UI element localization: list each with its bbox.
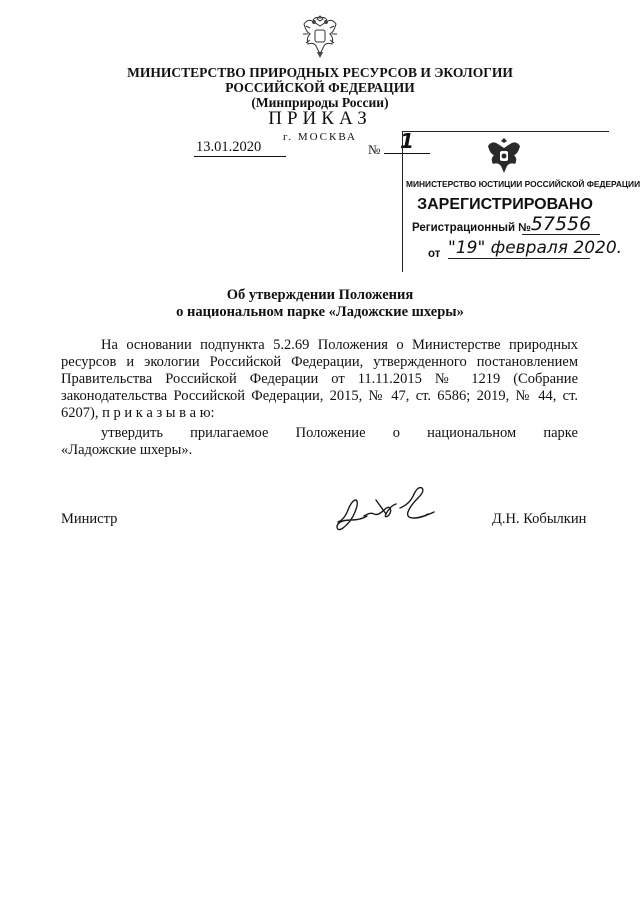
title-line2: о национальном парке «Ладожские шхеры» [176,304,464,320]
order-word: Положение [295,425,366,441]
order-date: 13.01.2020 [194,139,286,157]
order-word: национальном [427,425,517,441]
ministry-short-name: (Минприроды России) [251,95,389,110]
order-number: 1 [384,131,430,154]
signatory-name: Д.Н. Кобылкин [492,511,587,527]
basis-text: На основании подпункта 5.2.69 Положения о Министерстве природных ресурсов и экологии Российской Федерации, утвержденного постановлением Правительства Российской Федерации от 11.11.2015 № 1219 (Собрание законодательства Российской Федерации, 2015, № 47, ст. 6586; 2019, № 44, ст. 6207), п р и к а з ы в а ю: [61,337,578,421]
order-line1 [61,425,578,442]
ministry-header [0,65,640,110]
order-word: прилагаемое [190,425,269,441]
ministry-name-line1: МИНИСТЕРСТВО ПРИРОДНЫХ РЕСУРСОВ И ЭКОЛОГИИ [127,65,513,80]
document-type: ПРИКАЗ [268,108,372,129]
coat-of-arms-icon [296,10,344,60]
stamp-registration-number: 57556 [522,214,600,235]
order-line2: «Ладожские шхеры». [61,442,193,458]
stamp-organization: МИНИСТЕРСТВО ЮСТИЦИИ РОССИЙСКОЙ ФЕДЕРАЦИИ [406,179,640,189]
ministry-name-line2: РОССИЙСКОЙ ФЕДЕРАЦИИ [225,80,415,95]
document-title [0,287,640,321]
order-word: о [392,425,400,441]
stamp-date-label: от [428,248,441,260]
order-word: парке [543,425,578,441]
title-line1: Об утверждении Положения [226,287,414,303]
stamp-registration-label: Регистрационный № [412,222,532,234]
body-paragraph-basis [61,337,578,422]
stamp-coat-of-arms-icon [482,134,526,178]
stamp-registration-date: "19" февраля 2020. [448,238,623,258]
body-paragraph-order [61,425,578,459]
order-word: утвердить [101,425,163,441]
city: г. МОСКВА [283,131,357,143]
order-number-label: № [368,142,381,157]
signatory-position: Министр [61,511,118,527]
handwritten-signature [330,478,448,548]
stamp-status: ЗАРЕГИСТРИРОВАНО [417,196,593,213]
